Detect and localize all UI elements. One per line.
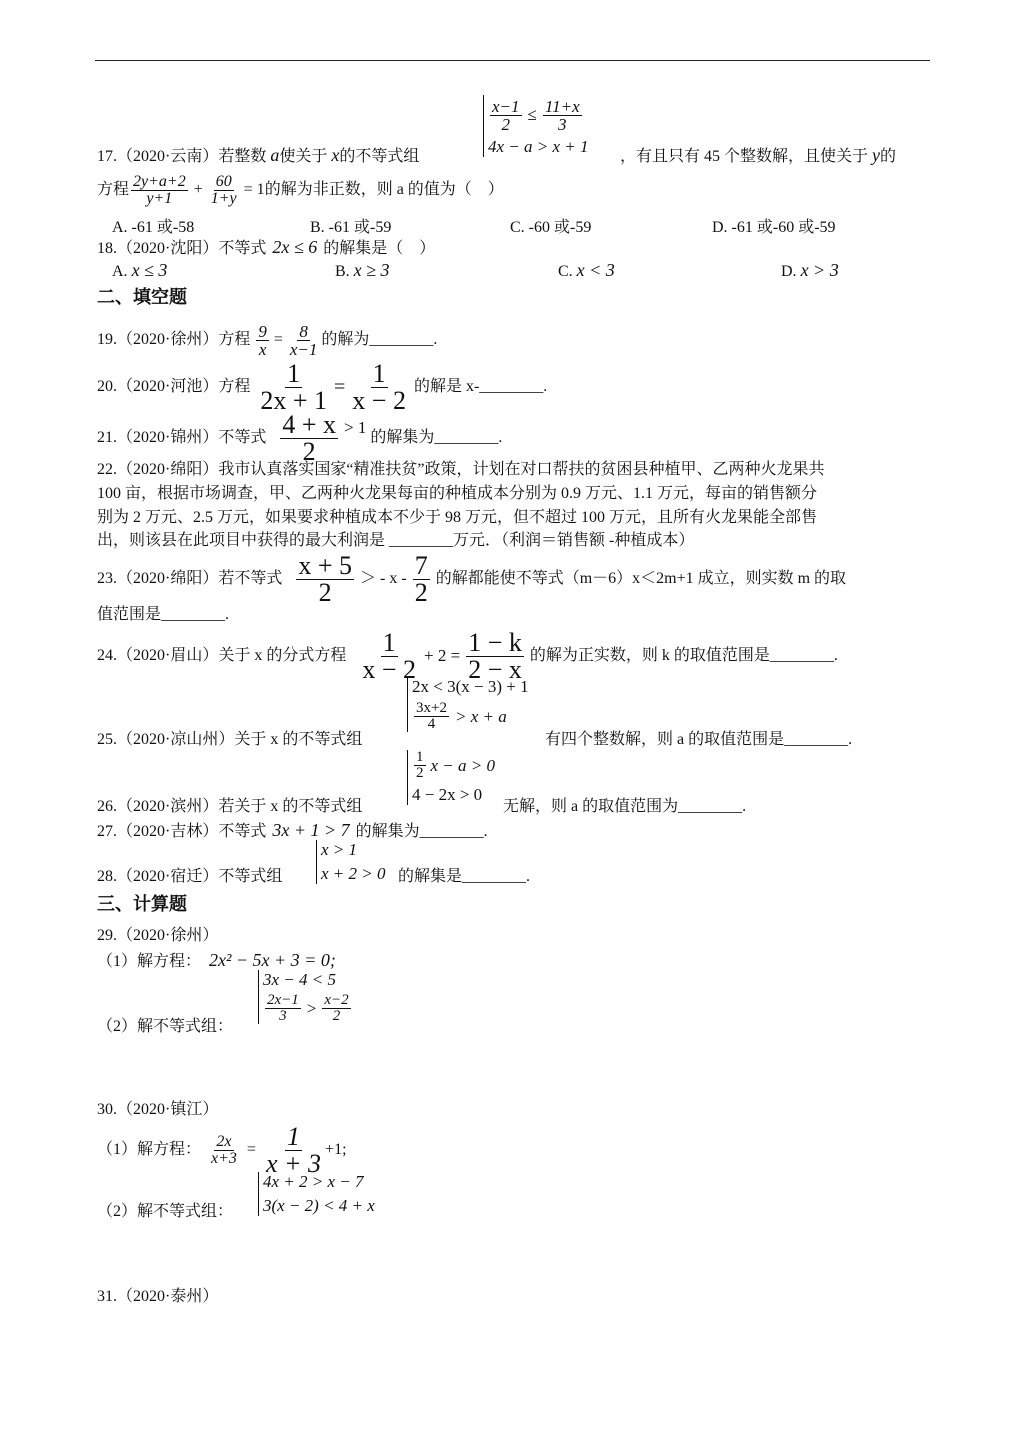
header-rule (95, 60, 930, 61)
q28-tail: 的解集是________. (398, 868, 531, 885)
q17-inequality-system: $\frac{x-1}{2}$ ≤ $\frac{11+x}{3}$ 4x − a > x + 1 (483, 95, 589, 157)
q29-part-2: （2）解不等式组： (97, 1018, 234, 1035)
q23-line-2: 值范围是________. (97, 606, 230, 623)
q17-option-a: A. -61 或-58 (112, 219, 195, 236)
q28-inequality-system: x > 1 x + 2 > 0 (316, 840, 386, 884)
q29-inequality-system: 3x − 4 < 5 $\frac{2x-1}{3}$ > $\frac{x-2}{2}$ (258, 970, 353, 1024)
q27-stem: 27.（2020·吉林）不等式 3x + 1 > 7 的解集为________. (97, 820, 488, 840)
q17-option-b: B. -61 或-59 (310, 219, 392, 236)
q22-line-1: 22.（2020·绵阳）我市认真落实国家“精准扶贫”政策，计划在对口帮扶的贫困县种植甲、乙两种火龙果共 (97, 461, 825, 478)
q22-line-3: 别为 2 万元、2.5 万元，如果要求种植成本不少于 98 万元，但不超过 100 万元，且所有火龙果能全部售 (97, 509, 818, 526)
q18-stem: 18.（2020·沈阳）不等式 2x ≤ 6 的解集是（ ） (97, 237, 436, 257)
q18-option-b: B. x ≥ 3 (335, 260, 390, 280)
q17-stem-tail: ，有且只有 45 个整数解，且使关于 y的 (620, 145, 897, 165)
q19-stem: 19.（2020·徐州）方程 $\frac{9}{x}$ = $\frac{8}{x-1}$ 的解为________. (97, 321, 438, 359)
q18-option-a: A. x ≤ 3 (112, 260, 168, 280)
q25-inequality-system: 2x < 3(x − 3) + 1 $\frac{3x+2}{4}$ > x + a (407, 677, 529, 732)
q22-line-2: 100 亩，根据市场调查，甲、乙两种火龙果每亩的种植成本分别为 0.9 万元、1.1 万元，每亩的销售额分 (97, 485, 818, 502)
q25-tail: 有四个整数解，则 a 的取值范围是________. (545, 731, 853, 748)
q17-option-c: C. -60 或-59 (510, 219, 592, 236)
q21-stem: 21.（2020·锦州）不等式 $\frac{4 + x}{2}$ > 1 的解集为________. (97, 409, 503, 466)
q30-part-1: （1）解方程： $\frac{2x}{x+3}$ = $\frac{1}{x + 3}$ +1; (97, 1121, 347, 1178)
q26-stem: 26.（2020·滨州）若关于 x 的不等式组 (97, 798, 363, 815)
q17-equation-line: 方程 $\frac{2y+a+2}{y+1}$ + $\frac{60}{1+y}$ = 1 的解为非正数，则 a 的值为（ ） (97, 172, 504, 207)
q20-stem: 20.（2020·河池）方程 $\frac{1}{2x + 1}$ = $\frac{1}{x - 2}$ 的解是 x-________. (97, 358, 548, 415)
q22-line-4: 出，则该县在此项目中获得的最大利润是 ________万元．（利润＝销售额 -种植成本） (97, 532, 695, 549)
q24-stem: 24.（2020·眉山）关于 x 的分式方程 $\frac{1}{x - 2}$ + 2 = $\frac{1 - k}{2 - x}$ 的解为正实数，则 k 的取值范围是________. (97, 627, 838, 684)
q31-head: 31.（2020·泰州） (97, 1288, 219, 1305)
q29-part-1: （1）解方程： 2x² − 5x + 3 = 0; (97, 950, 336, 970)
q30-part-2: （2）解不等式组： (97, 1203, 234, 1220)
q17-stem: 17.（2020·云南）若整数 a使关于 x的不等式组 (97, 145, 420, 165)
q18-option-d: D. x > 3 (781, 260, 839, 280)
q23-stem: 23.（2020·绵阳）若不等式 $\frac{x + 5}{2}$ ＞ - x - $\frac{7}{2}$ 的解都能使不等式（m－6）x＜2m+1 成立，则实数 m 的取 (97, 550, 847, 607)
q26-tail: 无解，则 a 的取值范围为________. (503, 798, 747, 815)
section-heading-calculation: 三、计算题 (97, 894, 187, 915)
section-heading-fill-in: 二、填空题 (97, 287, 187, 308)
q17-option-d: D. -61 或-60 或-59 (712, 219, 836, 236)
q29-head: 29.（2020·徐州） (97, 927, 219, 944)
q25-stem: 25.（2020·凉山州）关于 x 的不等式组 (97, 731, 363, 748)
q30-head: 30.（2020·镇江） (97, 1101, 219, 1118)
q28-stem: 28.（2020·宿迁）不等式组 (97, 868, 283, 885)
q18-option-c: C. x < 3 (558, 260, 615, 280)
q26-inequality-system: $\frac{1}{2}$ x − a > 0 4 − 2x > 0 (407, 750, 495, 805)
q30-inequality-system: 4x + 2 > x − 7 3(x − 2) < 4 + x (258, 1172, 375, 1216)
